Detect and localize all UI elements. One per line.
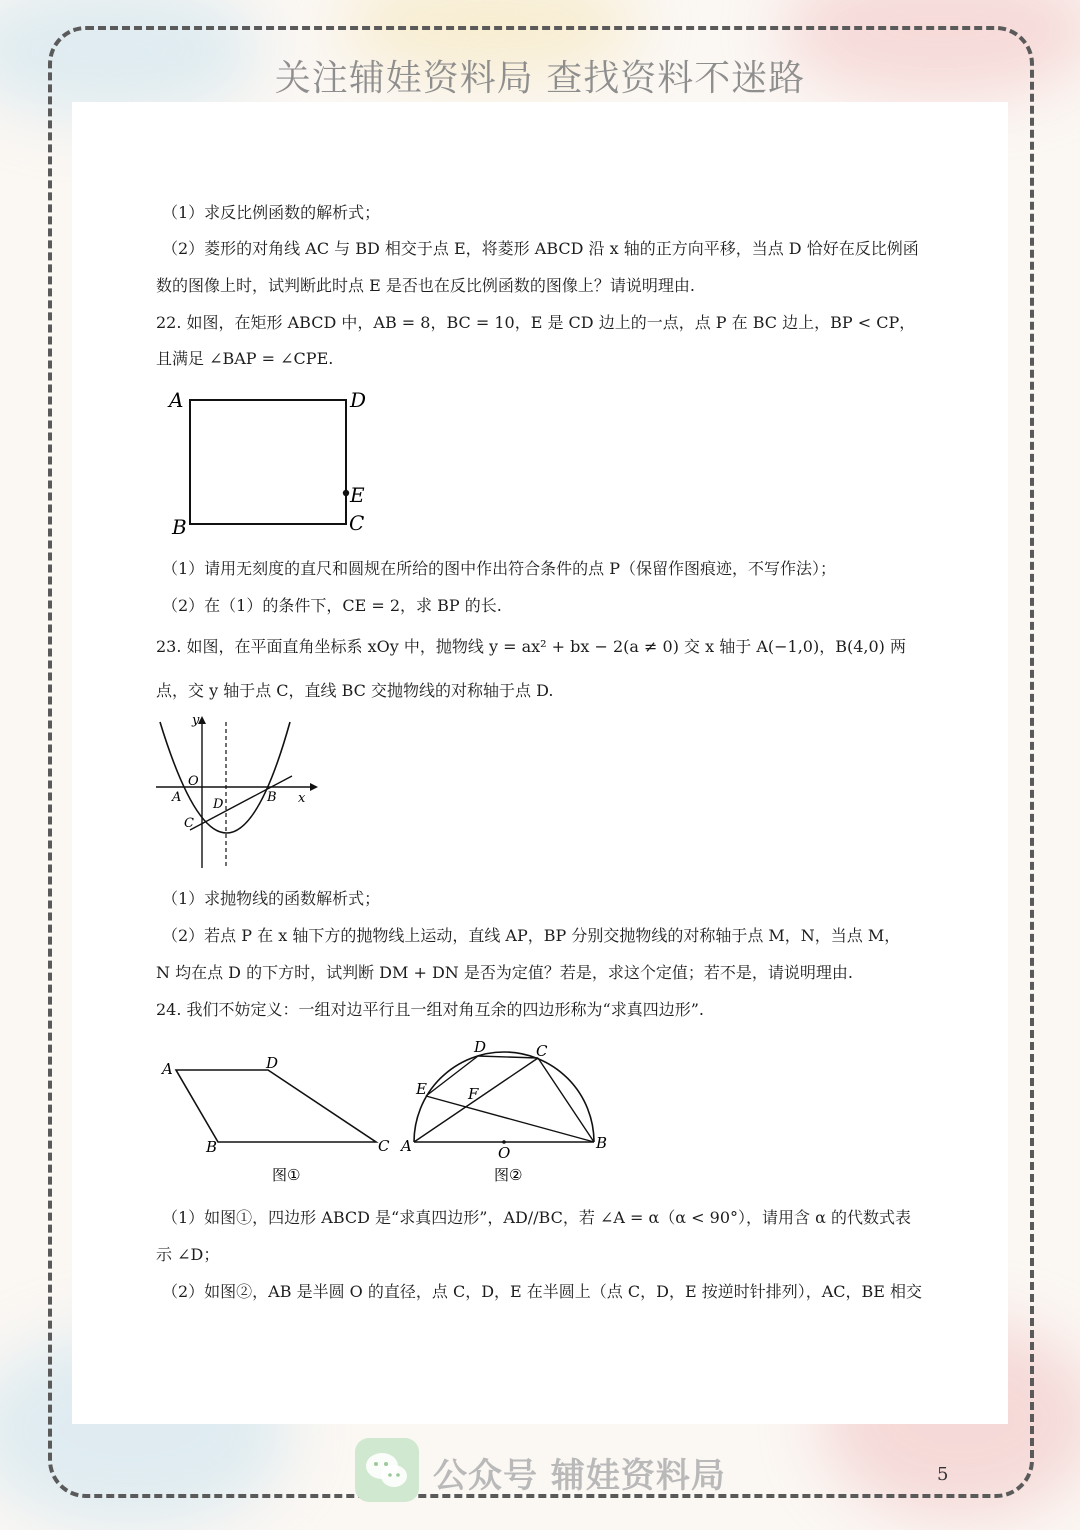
- line-bc: [190, 776, 292, 830]
- label-f: F: [468, 1085, 479, 1103]
- label-o: O: [188, 774, 199, 789]
- page-header-title: 关注辅娃资料局 查找资料不迷路: [274, 58, 806, 99]
- label-b: B: [267, 790, 277, 805]
- label-d: D: [474, 1038, 487, 1056]
- label-x: x: [298, 791, 306, 806]
- text-line: （2）如图②，AB 是半圆 O 的直径，点 C，D，E 在半圆上（点 C，D，E 按逆时针排列），AC，BE 相交: [162, 1282, 923, 1301]
- point-e-dot: [343, 490, 349, 496]
- text-line: （1）如图①，四边形 ABCD 是“求真四边形”，AD//BC，若 ∠A = α（α < 90°），请用含 α 的代数式表: [162, 1208, 912, 1227]
- rectangle-shape: [190, 400, 346, 524]
- figure-2-semicircle: [398, 1034, 618, 1186]
- label-a: A: [401, 1137, 412, 1155]
- label-e: E: [416, 1080, 427, 1098]
- figure-parabola: [150, 712, 320, 872]
- question-24: 24. 我们不妨定义：一组对边平行且一组对角互余的四边形称为“求真四边形”.: [156, 1000, 704, 1019]
- footer-text: 公众号 辅娃资料局: [433, 1456, 726, 1496]
- parabola-curve: [160, 722, 290, 833]
- label-d: D: [266, 1054, 279, 1072]
- text-line: （2）在（1）的条件下，CE = 2，求 BP 的长.: [162, 596, 502, 615]
- label-b: B: [206, 1138, 218, 1156]
- text-line: （2）若点 P 在 x 轴下方的抛物线上运动，直线 AP，BP 分别交抛物线的对称轴于点 M，N，当点 M，: [162, 926, 901, 945]
- wechat-icon: [355, 1438, 419, 1502]
- semicircle-arc: [414, 1052, 594, 1142]
- footer-watermark: [355, 1438, 755, 1504]
- figure-rectangle-abcd: [160, 384, 380, 544]
- figure-1-quadrilateral: [156, 1052, 396, 1186]
- text-line: 示 ∠D；: [156, 1245, 220, 1264]
- label-b: B: [172, 515, 187, 539]
- text-line: （1）求反比例函数的解析式；: [162, 203, 381, 222]
- quadrilateral-shape: [176, 1070, 376, 1142]
- label-d: D: [350, 388, 367, 412]
- label-b: B: [596, 1134, 608, 1152]
- page-number: 5: [937, 1464, 949, 1485]
- text-line: （1）请用无刻度的直尺和圆规在所给的图中作出符合条件的点 P（保留作图痕迹，不写作法）；: [162, 559, 837, 578]
- x-axis-arrow: [310, 783, 318, 791]
- label-y: y: [192, 713, 200, 728]
- figure-1-caption: 图①: [272, 1166, 301, 1184]
- label-a: A: [162, 1060, 173, 1078]
- text-line: 点，交 y 轴于点 C，直线 BC 交抛物线的对称轴于点 D.: [156, 681, 554, 700]
- chord-be: [426, 1096, 594, 1142]
- label-c: C: [184, 816, 194, 831]
- label-c: C: [378, 1137, 390, 1155]
- label-a: A: [172, 790, 182, 805]
- figure-2-caption: 图②: [494, 1166, 523, 1184]
- text-line: 且满足 ∠BAP = ∠CPE.: [156, 349, 334, 368]
- label-o: O: [498, 1144, 511, 1162]
- text-line: （2）菱形的对角线 AC 与 BD 相交于点 E，将菱形 ABCD 沿 x 轴的正方向平移，当点 D 恰好在反比例函: [162, 239, 919, 258]
- label-e: E: [350, 483, 365, 507]
- question-23: 23. 如图，在平面直角坐标系 xOy 中，抛物线 y = ax² + bx − 2(a ≠ 0) 交 x 轴于 A(−1,0)，B(4,0) 两: [156, 637, 906, 656]
- question-22: 22. 如图，在矩形 ABCD 中，AB = 8，BC = 10，E 是 CD 边上的一点，点 P 在 BC 边上，BP < CP，: [156, 313, 916, 332]
- text-line: N 均在点 D 的下方时，试判断 DM + DN 是否为定值？若是，求这个定值；若不是，请说明理由.: [156, 963, 853, 982]
- label-c: C: [536, 1042, 548, 1060]
- label-d: D: [213, 797, 224, 812]
- label-c: C: [349, 511, 365, 535]
- text-line: （1）求抛物线的函数解析式；: [162, 889, 381, 908]
- label-a: A: [169, 388, 184, 412]
- text-line: 数的图像上时，试判断此时点 E 是否也在反比例函数的图像上？请说明理由.: [156, 276, 695, 295]
